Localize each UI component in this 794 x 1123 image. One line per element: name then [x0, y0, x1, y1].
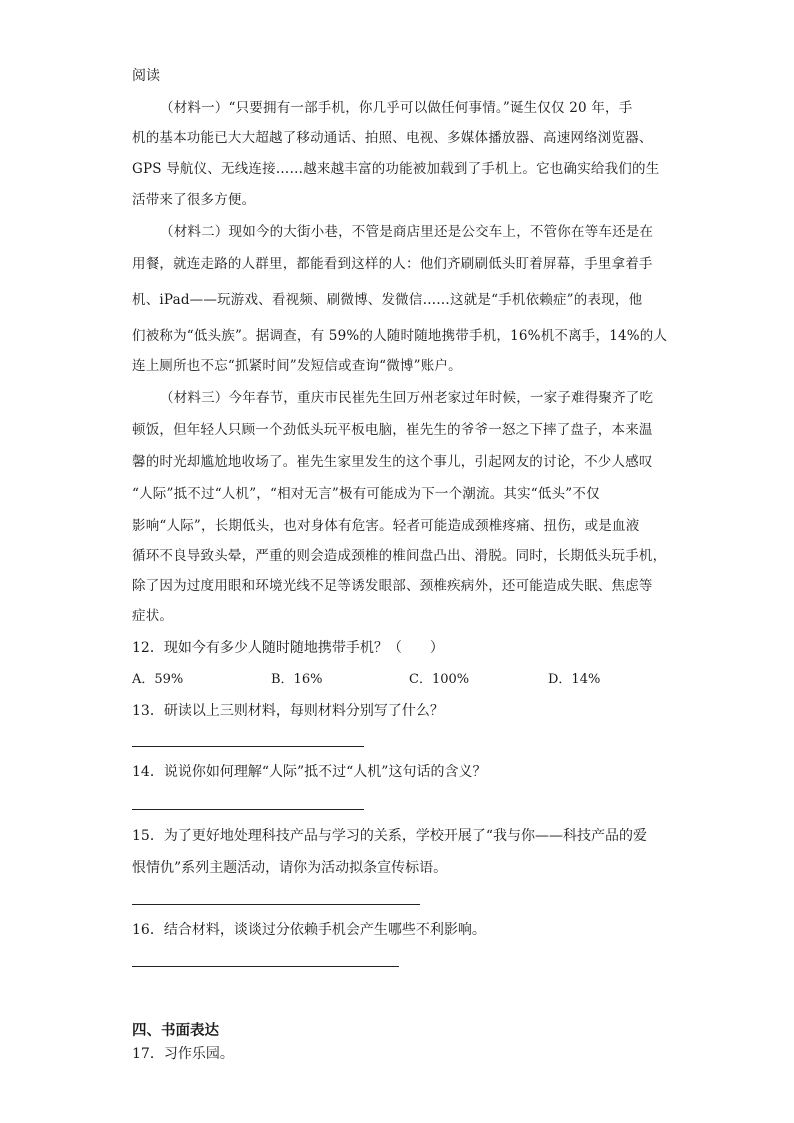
option-c[interactable]: C．100% — [409, 672, 470, 687]
material-line: 连上厕所也不忘“抓紧时间”发短信或查询“微博”账户。 — [132, 358, 462, 374]
material-line: 影响“人际”，长期低头，也对身体有危害。轻者可能造成颈椎疼痛、扭伤，或是血液 — [132, 518, 640, 534]
material-line: 顿饭，但年轻人只顾一个劲低头玩平板电脑，崔先生的爷爷一怒之下摔了盘子，本来温 — [132, 422, 653, 438]
question-15-continued: 恨情仇”系列主题活动，请你为活动拟条宣传标语。 — [132, 860, 448, 876]
material-line: 循环不良导致头晕，严重的则会造成颈椎的椎间盘凸出、滑脱。同时，长期低头玩手机， — [132, 548, 667, 564]
material-line: （材料二）现如今的大街小巷，不管是商店里还是公交车上，不管你在等车还是在 — [160, 224, 654, 240]
material-line: 机的基本功能已大大超越了移动通话、拍照、电视、多媒体播放器、高速网络浏览器、 — [132, 130, 653, 146]
material-line: 除了因为过度用眼和环境光线不足等诱发眼部、颈椎疾病外，还可能造成失眠、焦虑等 — [132, 578, 653, 594]
question-12: 12．现如今有多少人随时随地携带手机？（ ） — [132, 640, 444, 656]
answer-line-13[interactable] — [132, 746, 364, 747]
material-line: （材料三）今年春节，重庆市民崔先生回万州老家过年时候，一家子难得聚齐了吃 — [160, 390, 654, 406]
material-line: 机、iPad——玩游戏、看视频、刷微博、发微信……这就是“手机依赖症”的表现，他 — [132, 292, 643, 308]
material-line: 们被称为“低头族”。据调查，有 59%的人随时随地携带手机，16%机不离手，14%的人 — [132, 328, 668, 344]
material-line: （材料一）“只要拥有一部手机，你几乎可以做任何事情。”诞生仅仅 20 年，手 — [160, 100, 633, 116]
material-line: 馨的时光却尴尬地收场了。崔先生家里发生的这个事儿，引起网友的讨论，不少人感叹 — [132, 454, 653, 470]
question-14: 14．说说你如何理解“人际”抵不过“人机”这句话的含义？ — [132, 764, 487, 780]
material-line: “人际”抵不过“人机”，“相对无言”极有可能成为下一个潮流。其实“低头”不仅 — [132, 486, 600, 502]
answer-line-15[interactable] — [132, 904, 420, 905]
answer-line-16[interactable] — [132, 966, 399, 967]
option-b[interactable]: B．16% — [271, 672, 323, 687]
material-line: 用餐，就连走路的人群里，都能看到这样的人：他们齐刷刷低头盯着屏幕，手里拿着手 — [132, 256, 653, 272]
question-16: 16．结合材料，谈谈过分依赖手机会产生哪些不利影响。 — [132, 922, 486, 938]
option-a[interactable]: A．59% — [132, 672, 184, 687]
question-15: 15．为了更好地处理科技产品与学习的关系，学校开展了“我与你——科技产品的爱 — [132, 828, 647, 844]
material-line: 症状。 — [132, 608, 174, 624]
question-13: 13．研读以上三则材料，每则材料分别写了什么？ — [132, 703, 444, 719]
material-line: GPS 导航仪、无线连接……越来越丰富的功能被加载到了手机上。它也确实给我们的生 — [132, 161, 660, 177]
section-title-writing: 四、书面表达 — [132, 1023, 219, 1039]
option-d[interactable]: D．14% — [548, 672, 601, 687]
answer-line-14[interactable] — [132, 809, 364, 810]
material-line: 活带来了很多方便。 — [132, 192, 256, 208]
reading-heading: 阅读 — [132, 68, 160, 84]
question-17: 17．习作乐园。 — [132, 1046, 234, 1062]
